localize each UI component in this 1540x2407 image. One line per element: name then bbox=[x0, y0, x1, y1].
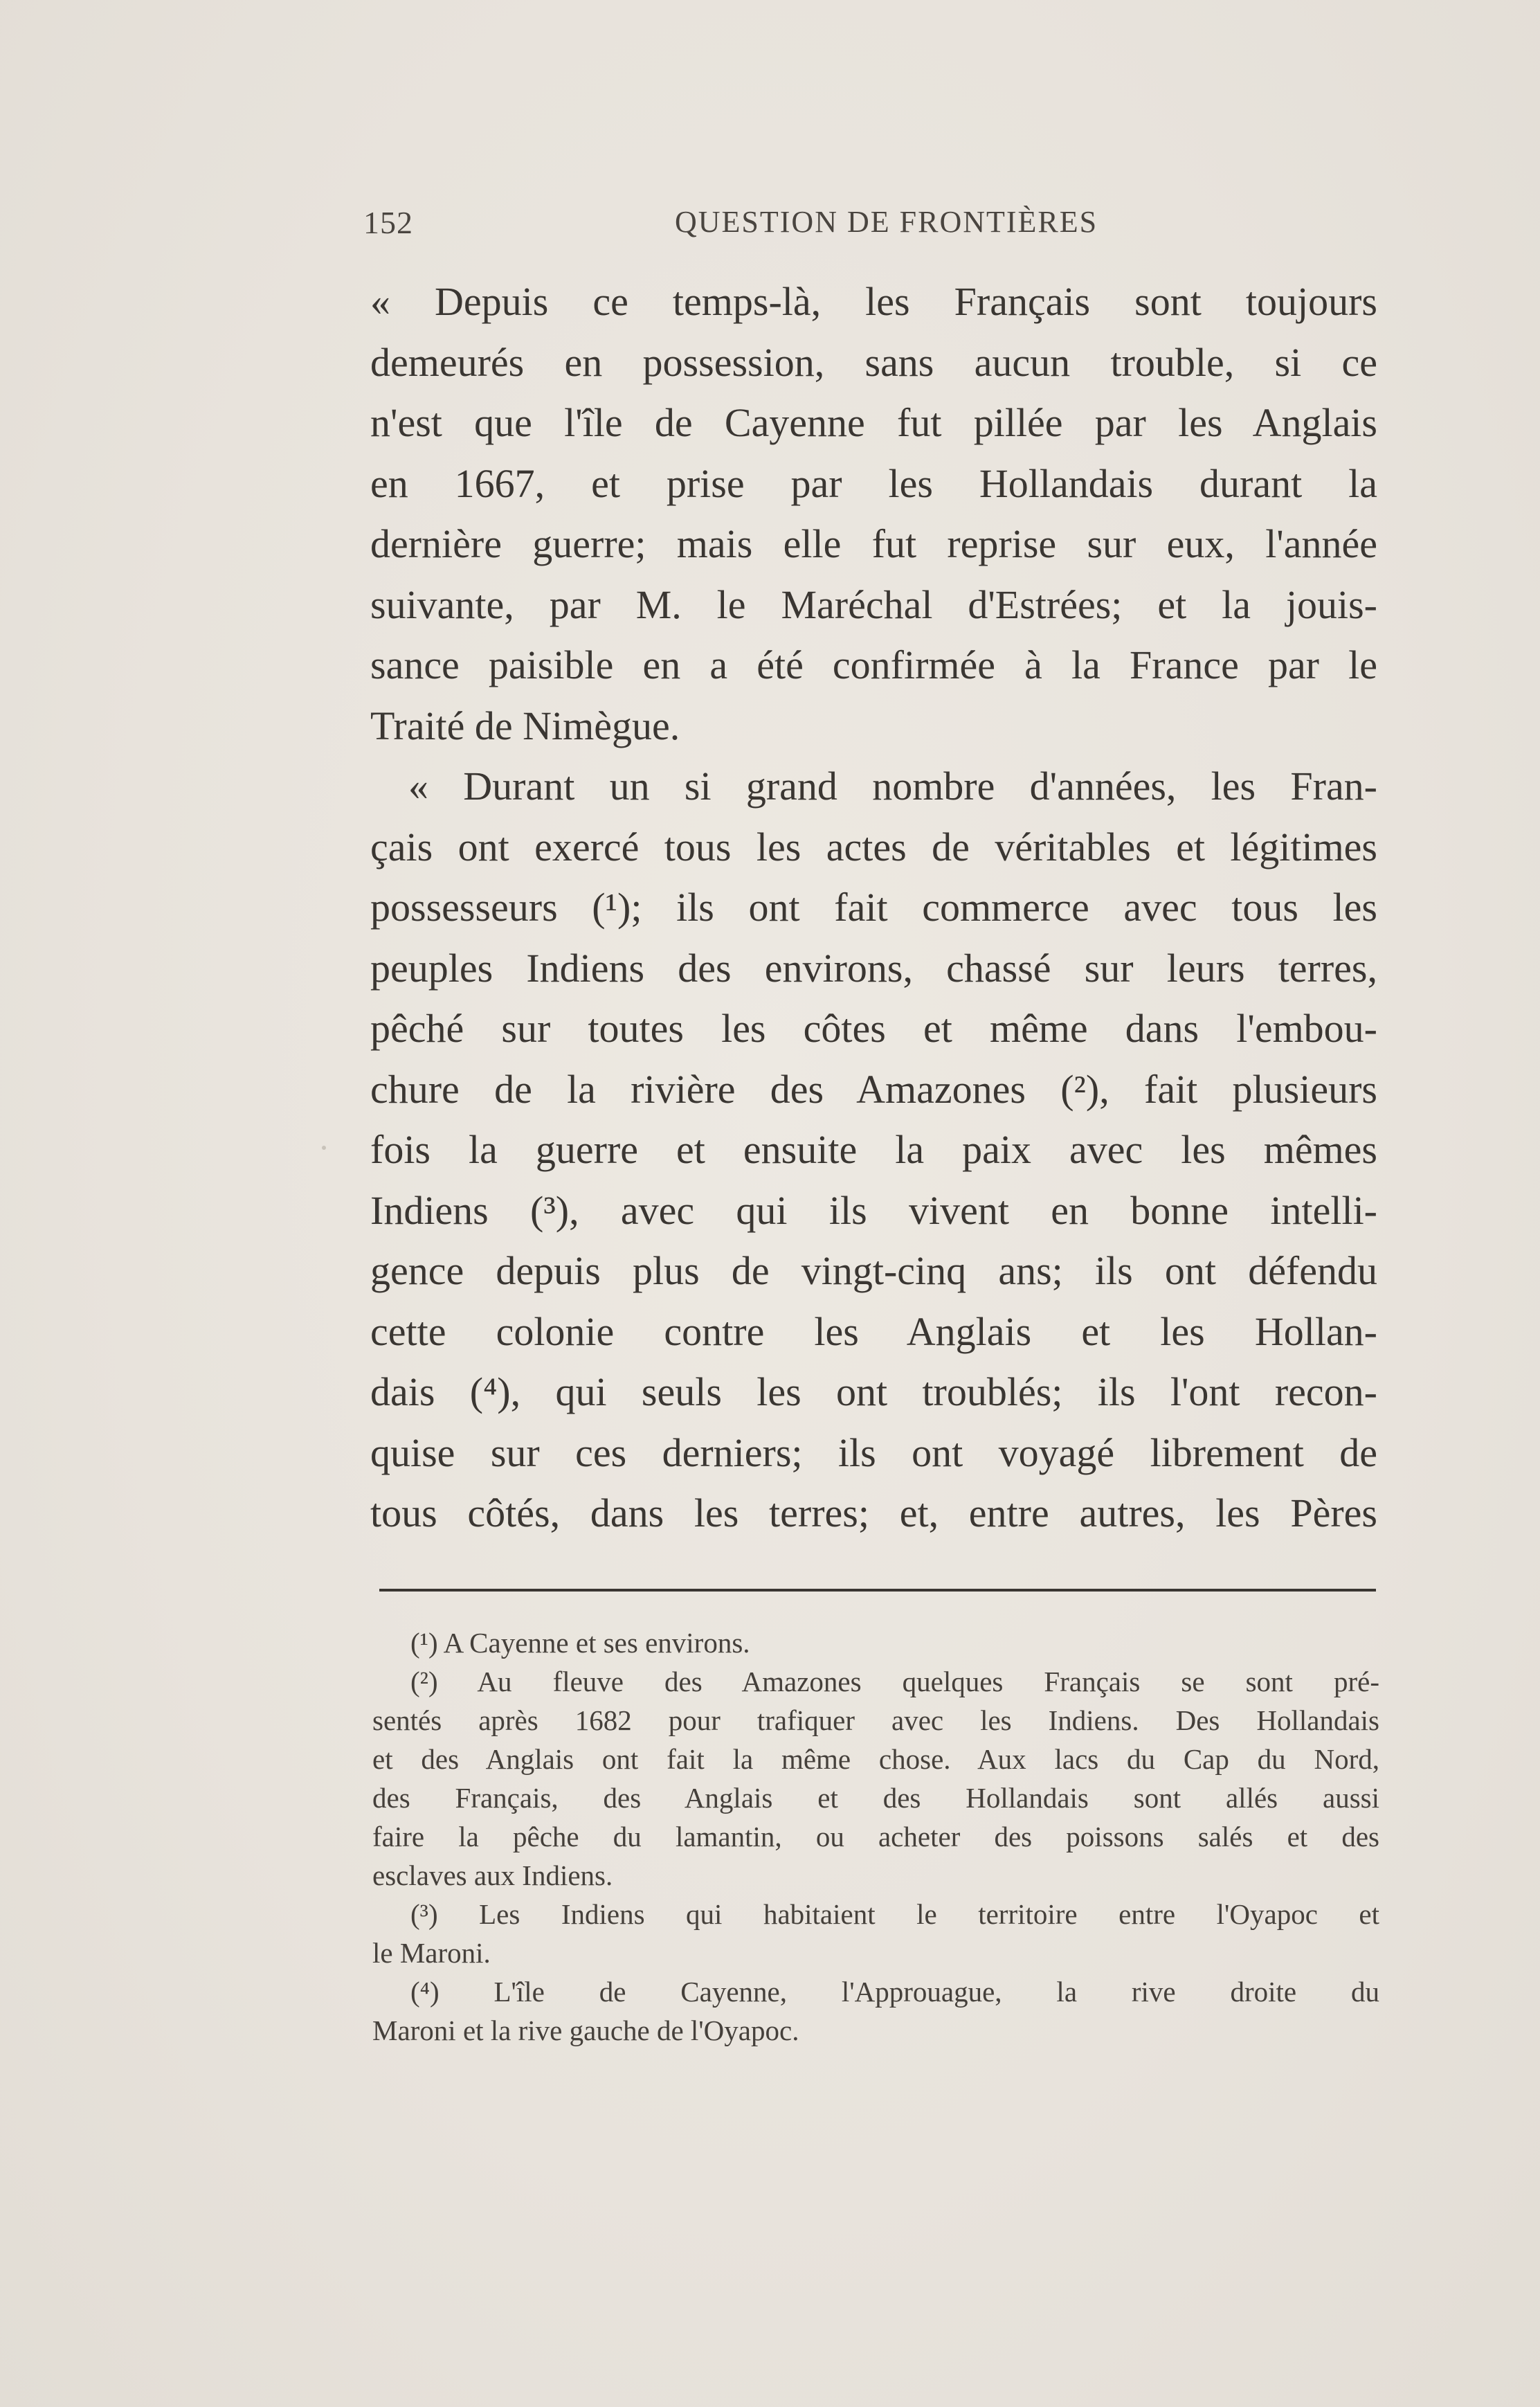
body-line: possesseurs (¹); ils ont fait commerce avec tous les bbox=[370, 885, 1377, 930]
body-line: dernière guerre; mais elle fut reprise sur eux, l'année bbox=[370, 521, 1377, 566]
body-line: fois la guerre et ensuite la paix avec les mêmes bbox=[370, 1127, 1377, 1172]
body-line: « Durant un si grand nombre d'années, les Fran- bbox=[408, 764, 1377, 809]
footnote-line: Maroni et la rive gauche de l'Oyapoc. bbox=[372, 2014, 799, 2046]
body-line: pêché sur toutes les côtes et même dans l'embou- bbox=[370, 1006, 1377, 1051]
footnote-line: faire la pêche du lamantin, ou acheter des poissons salés et des bbox=[372, 1821, 1379, 1852]
footnote-line: (³) Les Indiens qui habitaient le territoire entre l'Oyapoc et bbox=[410, 1898, 1379, 1930]
body-line: Traité de Nimègue. bbox=[370, 703, 680, 748]
body-line: quise sur ces derniers; ils ont voyagé librement de bbox=[370, 1430, 1377, 1475]
body-line: « Depuis ce temps-là, les Français sont toujours bbox=[370, 279, 1377, 324]
body-line: peuples Indiens des environs, chassé sur leurs terres, bbox=[370, 945, 1377, 991]
body-line: n'est que l'île de Cayenne fut pillée par les Anglais bbox=[370, 400, 1377, 445]
footnote-line: (¹) A Cayenne et ses environs. bbox=[410, 1627, 750, 1659]
body-line: tous côtés, dans les terres; et, entre autres, les Pères bbox=[370, 1490, 1377, 1535]
body-line: sance paisible en a été confirmée à la France par le bbox=[370, 642, 1377, 687]
body-line: suivante, par M. le Maréchal d'Estrées; et la jouis- bbox=[370, 582, 1377, 627]
footnote-rule bbox=[379, 1589, 1376, 1592]
body-text bbox=[370, 271, 1377, 1544]
footnote-line: (⁴) L'île de Cayenne, l'Approuague, la rive droite du bbox=[410, 1976, 1379, 2008]
footnote-line: et des Anglais ont fait la même chose. Aux lacs du Cap du Nord, bbox=[372, 1743, 1379, 1775]
margin-speck bbox=[322, 1146, 326, 1150]
body-line: demeurés en possession, sans aucun trouble, si ce bbox=[370, 339, 1377, 385]
body-line: Indiens (³), avec qui ils vivent en bonne intelli- bbox=[370, 1187, 1377, 1233]
running-title: QUESTION DE FRONTIÈRES bbox=[675, 205, 1098, 239]
body-line: dais (⁴), qui seuls les ont troublés; ils l'ont recon- bbox=[370, 1369, 1377, 1414]
body-line: en 1667, et prise par les Hollandais durant la bbox=[370, 460, 1377, 506]
footnotes bbox=[372, 1623, 1379, 2050]
body-line: gence depuis plus de vingt-cinq ans; ils ont défendu bbox=[370, 1248, 1377, 1293]
page-header bbox=[363, 204, 1381, 246]
body-line: cette colonie contre les Anglais et les Hollan- bbox=[370, 1308, 1377, 1354]
footnote-line: esclaves aux Indiens. bbox=[372, 1859, 613, 1891]
page-number: 152 bbox=[363, 205, 413, 240]
footnote-line: le Maroni. bbox=[372, 1937, 491, 1969]
body-line: çais ont exercé tous les actes de véritables et légitimes bbox=[370, 824, 1377, 869]
footnote-line: sentés après 1682 pour trafiquer avec les Indiens. Des Hollandais bbox=[372, 1704, 1379, 1736]
footnote-line: (²) Au fleuve des Amazones quelques Français se sont pré- bbox=[410, 1666, 1379, 1697]
footnote-line: des Français, des Anglais et des Hollandais sont allés aussi bbox=[372, 1782, 1379, 1814]
body-line: chure de la rivière des Amazones (²), fait plusieurs bbox=[370, 1066, 1377, 1112]
